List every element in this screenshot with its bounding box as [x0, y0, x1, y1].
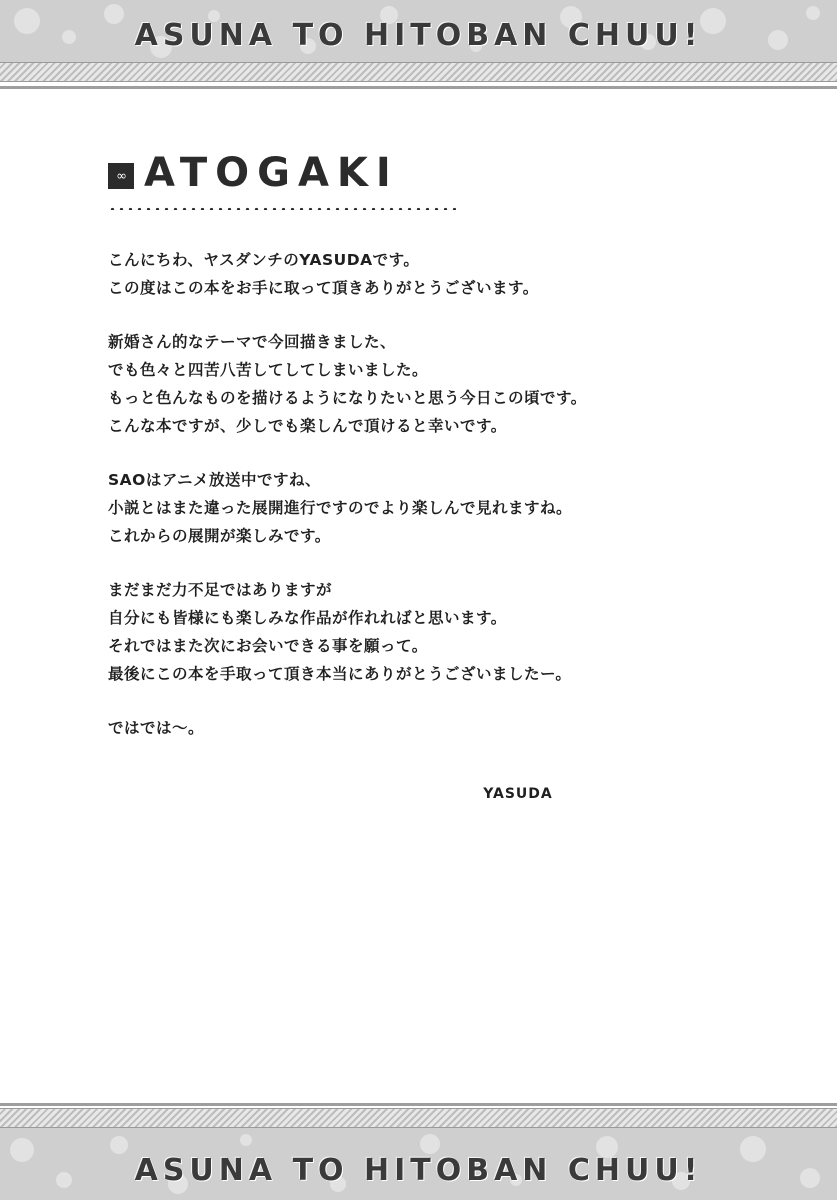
paragraph [108, 576, 748, 688]
paragraph [108, 466, 748, 550]
afterword-body [108, 246, 748, 742]
text-line: こんにちわ、ヤスダンチのYASUDAです。 [108, 251, 420, 269]
text-line: これからの展開が楽しみです。 [108, 527, 331, 545]
top-stripe-band [0, 62, 837, 82]
afterword-content [108, 150, 748, 802]
bottom-banner-title: ASUNA TO HITOBAN CHUU! [134, 1153, 703, 1188]
top-banner [0, 0, 837, 62]
text-line: 最後にこの本を手取って頂き本当にありがとうございましたー。 [108, 665, 572, 683]
top-rule [0, 86, 837, 89]
page-title-text: ATOGAKI [144, 150, 399, 196]
text-line: 新婚さん的なテーマで今回描きました、 [108, 333, 397, 351]
bottom-banner [0, 1128, 837, 1200]
text-line: この度はこの本をお手に取って頂きありがとうございます。 [108, 279, 539, 297]
text-line: それではまた次にお会いできる事を願って。 [108, 637, 428, 655]
author-signature: YASUDA [483, 786, 553, 802]
text-line: SAOはアニメ放送中ですね、 [108, 471, 322, 489]
paragraph [108, 328, 748, 440]
top-banner-title: ASUNA TO HITOBAN CHUU! [134, 18, 703, 53]
text-line: 自分にも皆様にも楽しみな作品が作れればと思います。 [108, 609, 507, 627]
text-line: こんな本ですが、少しでも楽しんで頂けると幸いです。 [108, 417, 507, 435]
paragraph [108, 246, 748, 302]
heading-dotted-rule [108, 205, 456, 210]
text-line: ではでは〜。 [108, 719, 205, 737]
text-line: でも色々と四苦八苦してしてしまいました。 [108, 361, 429, 379]
page-title [108, 150, 748, 196]
text-line: もっと色んなものを描けるようになりたいと思う今日この頃です。 [108, 389, 587, 407]
text-line: まだまだ力不足ではありますが [108, 581, 333, 599]
paragraph [108, 714, 748, 742]
bottom-stripe-band [0, 1108, 837, 1128]
text-line: 小説とはまた違った展開進行ですのでより楽しんで見れますね。 [108, 499, 573, 517]
heading-mark-icon: ∞ [108, 163, 134, 189]
bottom-rule [0, 1103, 837, 1106]
